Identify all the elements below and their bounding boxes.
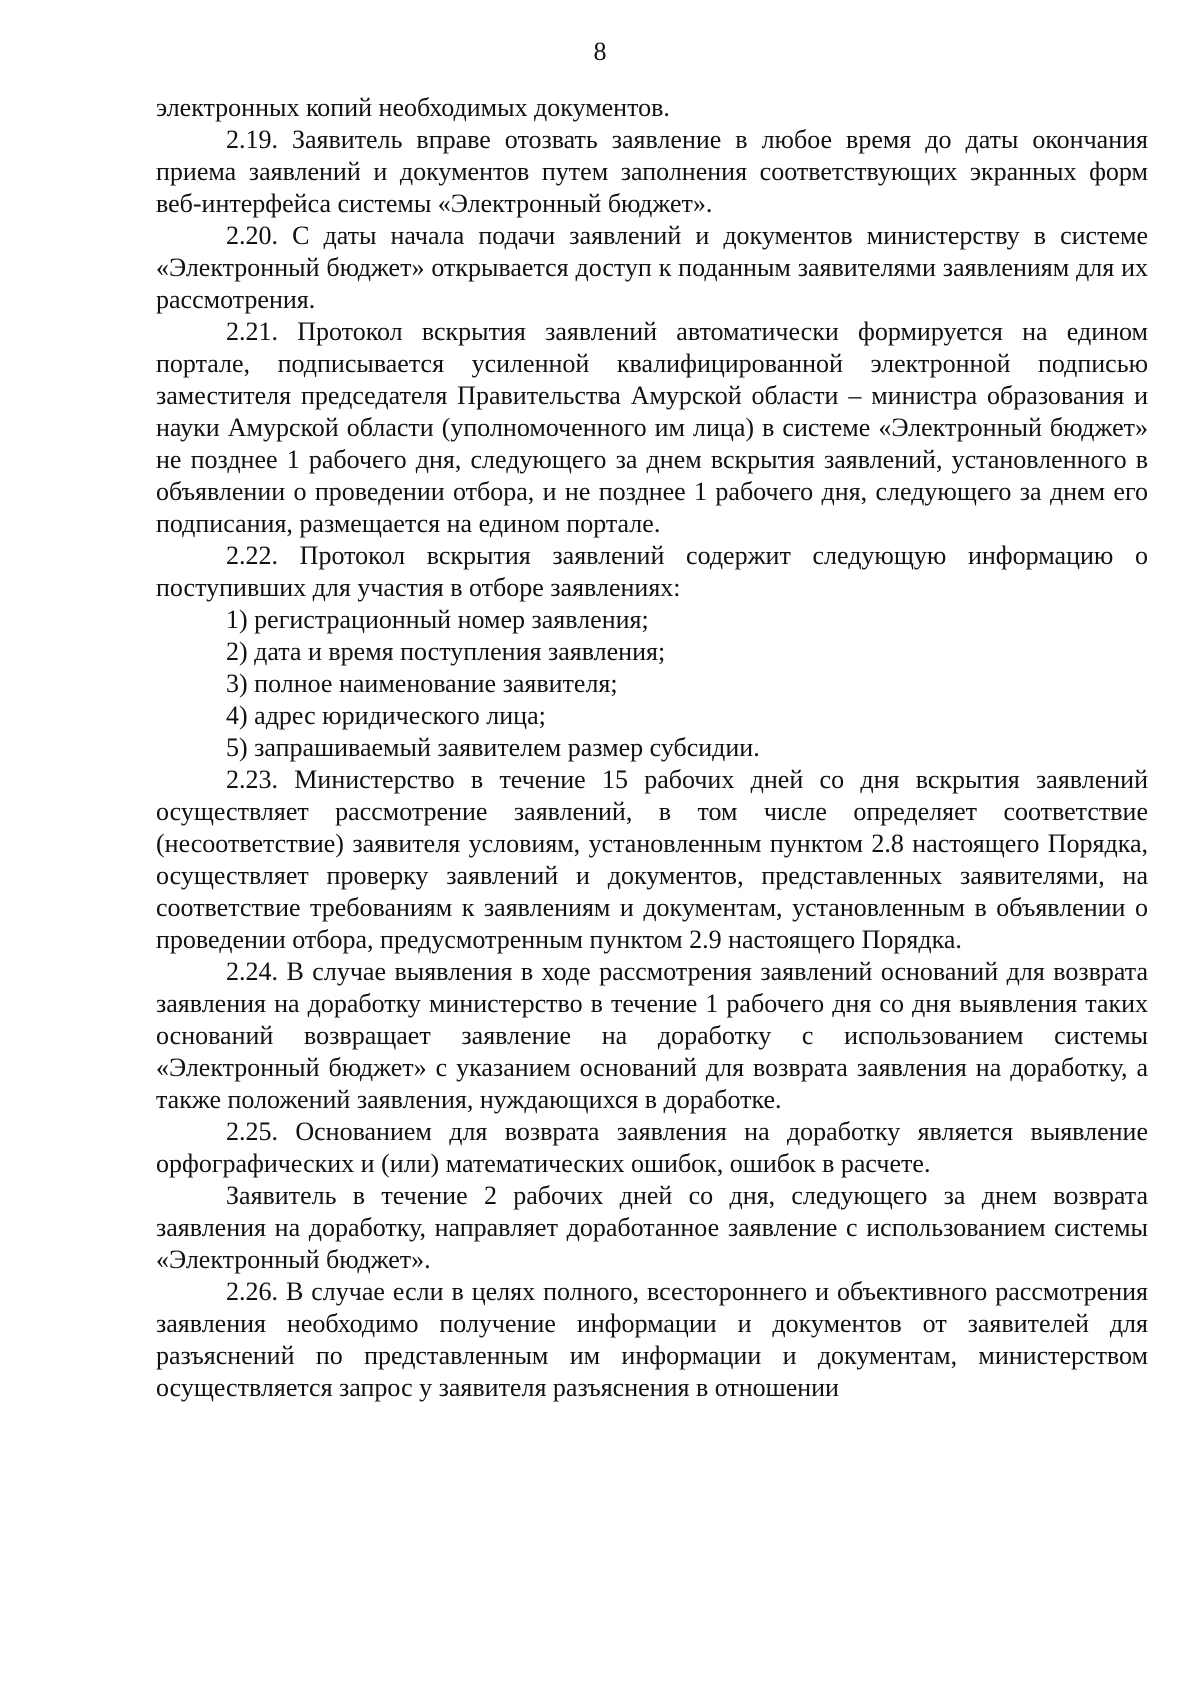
paragraph-2-19: 2.19. Заявитель вправе отозвать заявление в любое время до даты окончания приема заявлений и документов путем заполнения соответствующих экранных форм веб-интерфейса системы «Электронный бюджет». bbox=[156, 125, 1148, 218]
paragraph-2-23: 2.23. Министерство в течение 15 рабочих дней со дня вскрытия заявлений осуществляет рассмотрение заявлений, в том числе определяет соответствие (несоответствие) заявителя условиям, установленным пунктом 2.8 настоящего Порядка, осуществляет проверку заявлений и документов, представленных заявителями, на соответствие требованиям к заявлениям и документам, установленным в объявлении о проведении отбора, предусмотренным пунктом 2.9 настоящего Порядка. bbox=[156, 765, 1148, 954]
paragraph-2-26: 2.26. В случае если в целях полного, всестороннего и объективного рассмотрения заявления необходимо получение информации и документов от заявителей для разъяснений по представленным им информации и документам, министерством осуществляется запрос у заявителя разъяснения в отношении bbox=[156, 1277, 1148, 1402]
list-item: 1) регистрационный номер заявления; bbox=[226, 605, 649, 634]
paragraph-2-22: 2.22. Протокол вскрытия заявлений содержит следующую информацию о поступивших для участия в отборе заявлениях: bbox=[156, 541, 1148, 602]
document-body bbox=[156, 92, 1148, 1404]
list-item: 3) полное наименование заявителя; bbox=[226, 669, 618, 698]
paragraph-continuation: электронных копий необходимых документов. bbox=[156, 93, 670, 122]
page-number: 8 bbox=[593, 37, 607, 66]
list-item: 4) адрес юридического лица; bbox=[226, 701, 546, 730]
paragraph-2-21: 2.21. Протокол вскрытия заявлений автоматически формируется на едином портале, подписывается усиленной квалифицированной электронной подписью заместителя председателя Правительства Амурской области – министра образования и науки Амурской области (уполномоченного им лица) в системе «Электронный бюджет» не позднее 1 рабочего дня, следующего за днем вскрытия заявлений, установленного в объявлении о проведении отбора, и не позднее 1 рабочего дня, следующего за днем его подписания, размещается на едином портале. bbox=[156, 317, 1148, 538]
list-item: 2) дата и время поступления заявления; bbox=[226, 637, 666, 666]
paragraph-2-24: 2.24. В случае выявления в ходе рассмотрения заявлений оснований для возврата заявления на доработку министерство в течение 1 рабочего дня со дня выявления таких оснований возвращает заявление на доработку с использованием системы «Электронный бюджет» с указанием оснований для возврата заявления на доработку, а также положений заявления, нуждающихся в доработке. bbox=[156, 957, 1148, 1114]
paragraph-2-20: 2.20. С даты начала подачи заявлений и документов министерству в системе «Электронный бюджет» открывается доступ к поданным заявителями заявлениям для их рассмотрения. bbox=[156, 221, 1148, 314]
list-item: 5) запрашиваемый заявителем размер субсидии. bbox=[226, 733, 760, 762]
paragraph-applicant-return: Заявитель в течение 2 рабочих дней со дня, следующего за днем возврата заявления на доработку, направляет доработанное заявление с использованием системы «Электронный бюджет». bbox=[156, 1181, 1148, 1274]
paragraph-2-25: 2.25. Основанием для возврата заявления на доработку является выявление орфографических и (или) математических ошибок, ошибок в расчете. bbox=[156, 1117, 1148, 1178]
